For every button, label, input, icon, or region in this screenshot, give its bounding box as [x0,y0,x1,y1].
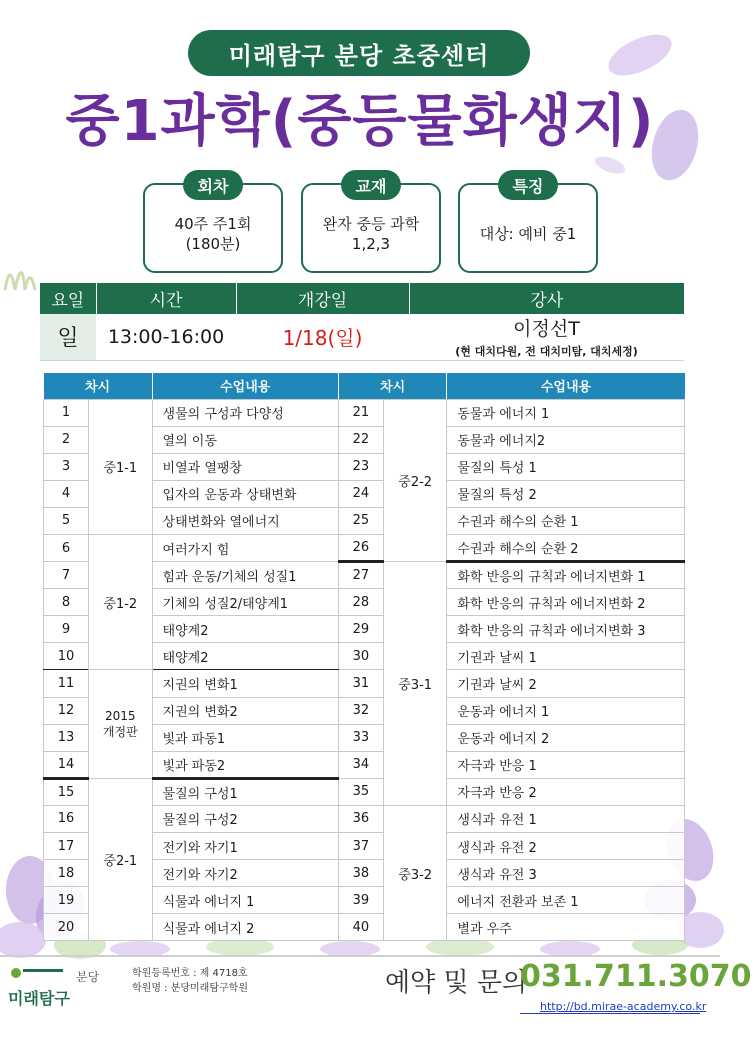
schedule-table [40,283,684,361]
session-content: 힘과 운동/기체의 성질1 [152,562,338,589]
session-number: 8 [44,589,89,616]
info-tag-feature: 특징 [498,170,558,200]
curriculum-header-row [44,373,685,399]
session-number: 30 [338,643,383,670]
session-content: 생식과 유전 1 [447,805,685,832]
session-number: 4 [44,480,89,507]
info-text-sessions: 40주 주1회 (180분) [174,215,252,253]
session-number: 1 [44,399,89,426]
schedule-header-row [40,283,684,314]
session-content: 생식과 유전 2 [447,833,685,860]
session-content: 동물과 에너지 1 [447,399,685,426]
session-content: 수권과 해수의 순환 1 [447,507,685,534]
curriculum-table [43,373,685,941]
session-content: 자극과 반응 2 [447,778,685,805]
session-content: 기권과 날씨 1 [447,643,685,670]
unit-label: 중2-2 [383,399,446,562]
session-content: 물질의 특성 1 [447,453,685,480]
session-content: 빛과 파동2 [152,751,338,778]
session-number: 13 [44,724,89,751]
schedule-time: 13:00-16:00 [96,314,236,360]
unit-label: 중2-1 [89,778,152,941]
url-underline [520,1013,700,1014]
session-number: 6 [44,534,89,561]
registration-number: 학원등록번호 : 제 4718호 [132,968,248,979]
session-content: 태양계2 [152,643,338,670]
session-content: 물질의 구성2 [152,805,338,832]
academy-logo-text: 미래탐구 [8,989,70,1008]
table-row [44,399,685,426]
teacher-name: 이정선T [513,318,580,341]
session-number: 38 [338,860,383,887]
academy-name: 학원명 : 분당미래탐구학원 [132,983,248,994]
session-content: 별과 우주 [447,914,685,941]
session-content: 기체의 성질2/태양계1 [152,589,338,616]
session-content: 에너지 전환과 보존 1 [447,887,685,914]
session-number: 34 [338,751,383,778]
session-number: 24 [338,480,383,507]
session-number: 26 [338,534,383,561]
session-number: 35 [338,778,383,805]
session-number: 32 [338,697,383,724]
session-content: 입자의 운동과 상태변화 [152,480,338,507]
session-content: 기권과 날씨 2 [447,670,685,697]
session-number: 7 [44,562,89,589]
session-content: 수권과 해수의 순환 2 [447,534,685,561]
session-number: 20 [44,914,89,941]
session-number: 16 [44,805,89,832]
session-number: 22 [338,426,383,453]
table-row [44,778,685,805]
session-content: 비열과 열팽창 [152,453,338,480]
session-number: 21 [338,399,383,426]
schedule-teacher [409,314,684,360]
session-number: 29 [338,616,383,643]
session-number: 11 [44,670,89,697]
session-number: 18 [44,860,89,887]
session-number: 37 [338,833,383,860]
teacher-note: (현 대치다원, 전 대치미탐, 대치세정) [455,345,638,359]
session-content: 운동과 에너지 2 [447,724,685,751]
grass-decoration-left [0,250,40,290]
session-number: 15 [44,778,89,805]
session-content: 운동과 에너지 1 [447,697,685,724]
session-number: 14 [44,751,89,778]
schedule-start-date: 1/18(일) [236,314,409,360]
session-number: 12 [44,697,89,724]
unit-label: 중3-2 [383,805,446,940]
session-content: 생물의 구성과 다양성 [152,399,338,426]
unit-label-revision: 2015 개정판 [102,709,138,740]
session-content: 자극과 반응 1 [447,751,685,778]
session-number: 25 [338,507,383,534]
session-content: 화학 반응의 규칙과 에너지변화 2 [447,589,685,616]
session-content: 태양계2 [152,616,338,643]
session-number: 10 [44,643,89,670]
schedule-day: 일 [40,314,96,360]
schedule-header-start: 개강일 [236,283,409,314]
session-content: 상태변화와 열에너지 [152,507,338,534]
session-content: 생식과 유전 3 [447,860,685,887]
session-number: 3 [44,453,89,480]
session-content: 전기와 자기2 [152,860,338,887]
session-number: 9 [44,616,89,643]
schedule-header-teacher: 강사 [409,283,684,314]
schedule-row [40,314,684,360]
footer-divider [0,955,720,957]
table-row [44,534,685,561]
petal-decoration-top [600,25,680,85]
website-link[interactable]: http://bd.mirae-academy.co.kr [540,1000,707,1013]
unit-label: 중3-1 [383,562,446,806]
session-content: 동물과 에너지2 [447,426,685,453]
curriculum-header-session-right: 차시 [338,373,447,399]
academy-logo-icon [8,965,68,987]
table-row [44,670,685,697]
branch-label: 분당 [76,970,100,984]
session-content: 식물과 에너지 2 [152,914,338,941]
session-number: 27 [338,562,383,589]
session-content: 빛과 파동1 [152,724,338,751]
curriculum-header-content-right: 수업내용 [447,373,685,399]
session-number: 36 [338,805,383,832]
session-number: 39 [338,887,383,914]
session-content: 전기와 자기1 [152,833,338,860]
session-content: 지권의 변화2 [152,697,338,724]
curriculum-header-content-left: 수업내용 [152,373,338,399]
info-tag-sessions: 회차 [183,170,243,200]
curriculum-header-session-left: 차시 [44,373,153,399]
registration-info [132,966,248,996]
inquiry-label: 예약 및 문의 [385,968,528,998]
session-number: 28 [338,589,383,616]
session-number: 33 [338,724,383,751]
session-number: 40 [338,914,383,941]
phone-number[interactable]: 031.711.3070 [520,959,752,994]
unit-label: 중1-1 [89,399,152,534]
session-content: 화학 반응의 규칙과 에너지변화 3 [447,616,685,643]
session-number: 17 [44,833,89,860]
session-number: 23 [338,453,383,480]
info-text-textbook: 완자 중등 과학 1,2,3 [322,215,420,253]
session-content: 식물과 에너지 1 [152,887,338,914]
info-tag-textbook: 교재 [341,170,401,200]
unit-label [89,670,152,778]
session-number: 31 [338,670,383,697]
session-content: 열의 이동 [152,426,338,453]
center-banner: 미래탐구 분당 초중센터 [188,30,530,76]
session-number: 19 [44,887,89,914]
session-content: 지권의 변화1 [152,670,338,697]
unit-label: 중1-2 [89,534,152,669]
session-number: 5 [44,507,89,534]
schedule-header-time: 시간 [96,283,236,314]
session-number: 2 [44,426,89,453]
page-title: 중1과학(중등물화생지) [65,89,655,154]
session-content: 물질의 특성 2 [447,480,685,507]
info-text-feature: 대상: 예비 중1 [479,225,577,243]
session-content: 여러가지 힘 [152,534,338,561]
session-content: 물질의 구성1 [152,778,338,805]
schedule-header-day: 요일 [40,283,96,314]
session-content: 화학 반응의 규칙과 에너지변화 1 [447,562,685,589]
